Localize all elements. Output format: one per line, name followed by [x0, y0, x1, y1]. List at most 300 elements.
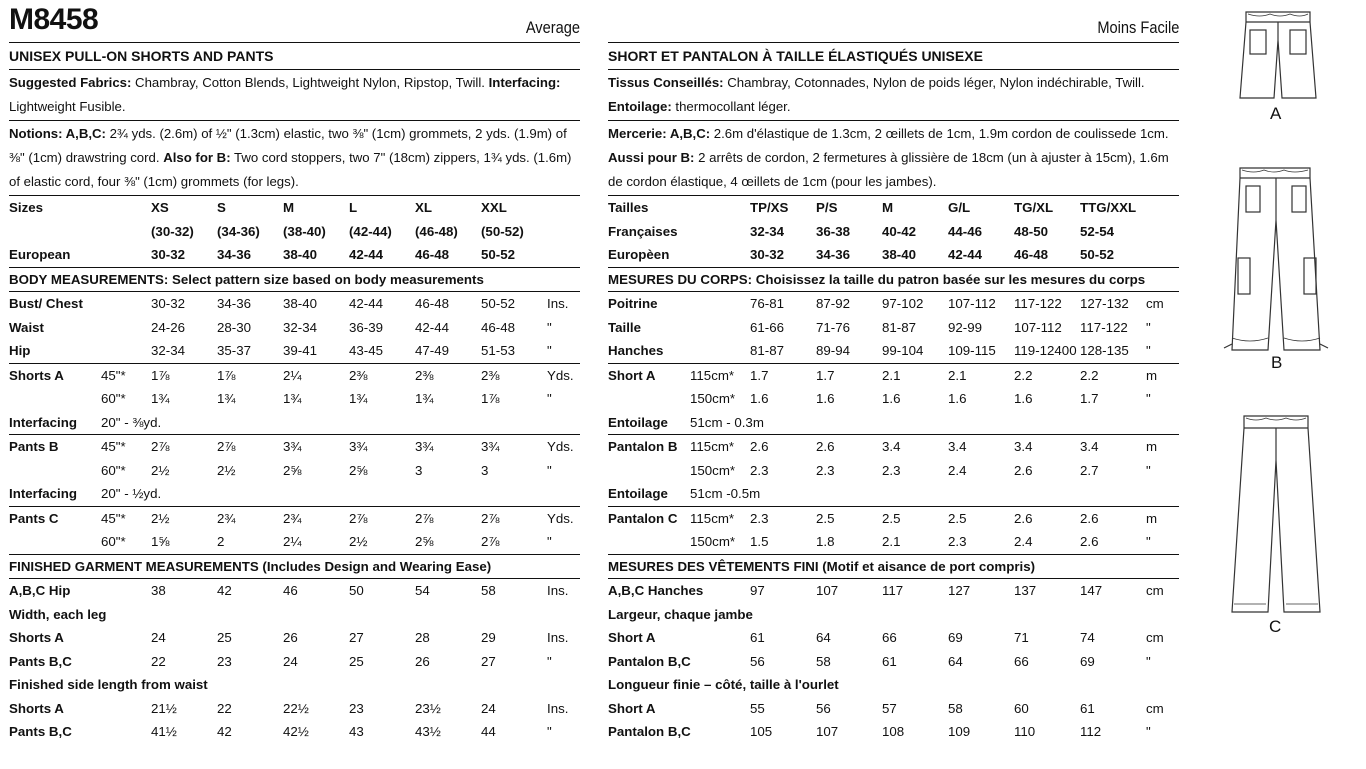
value-cell: 2.3 [750, 510, 769, 526]
row-label: Short A [608, 367, 656, 383]
value-cell: 43 [349, 724, 364, 740]
unit-cell: " [1146, 724, 1151, 740]
value-cell: 1¾ [415, 391, 434, 407]
unit-cell: Ins. [547, 700, 569, 716]
finished-measurements-title: MESURES DES VÊTEMENTS FINI (Motif et aisance de port compris) [608, 554, 1179, 579]
table-row [608, 220, 1179, 244]
table-cell [101, 243, 151, 267]
interfacing-value: 20" - ½yd. [101, 482, 547, 506]
fabrics-label: Tissus Conseillés: [608, 75, 724, 90]
value-cell: 47-49 [415, 339, 481, 363]
size-cell: 52-54 [1080, 223, 1115, 239]
value-cell: 107-112 [948, 296, 996, 312]
unit-cell: " [1146, 319, 1151, 335]
value-cell: 51-53 [481, 339, 547, 363]
table-row [9, 579, 580, 603]
size-cell: 30-32 [750, 243, 816, 267]
table-row [608, 387, 1179, 411]
table-cell [101, 220, 151, 244]
table-row [608, 482, 1179, 506]
fabric-width-cell: 115cm* [690, 367, 735, 383]
fabric-width-cell: 45"* [101, 510, 126, 526]
size-cell: 34-36 [217, 243, 283, 267]
unit-cell: " [547, 462, 552, 478]
interfacing-label: Interfacing [9, 482, 101, 506]
also-b-label: Also for B: [163, 150, 231, 165]
size-cell: 46-48 [415, 243, 481, 267]
value-cell: 27 [349, 630, 364, 646]
value-cell: 55 [750, 700, 765, 716]
finished-measurements-title: FINISHED GARMENT MEASUREMENTS (Includes Design and Wearing Ease) [9, 554, 580, 579]
unit-cell: m [1146, 510, 1158, 526]
table-cell [690, 196, 750, 220]
value-cell: 2¾ [283, 510, 302, 526]
table-cell [1146, 482, 1179, 506]
unit-cell: " [547, 319, 552, 335]
body-measurements-title: MESURES DU CORPS: Choisissez la taille du patron basée sur les mesures du corps [608, 267, 1179, 292]
table-cell [1146, 243, 1179, 267]
value-cell: 2.6 [750, 439, 769, 455]
value-cell: 24 [283, 653, 298, 669]
unit-cell: " [547, 530, 580, 554]
row-label: Waist [9, 319, 44, 335]
table-cell [1146, 411, 1179, 435]
value-cell: 26 [283, 630, 298, 646]
table-row [9, 435, 580, 459]
value-cell: 2.6 [816, 439, 835, 455]
table-row [608, 267, 1179, 292]
value-cell: 3¾ [283, 439, 302, 455]
value-cell: 137 [1014, 583, 1037, 599]
table-row [9, 697, 580, 721]
pattern-code: M8458 [9, 3, 99, 36]
size-cell: L [349, 200, 358, 216]
fabric-width-cell: 150cm* [690, 530, 750, 554]
size-cell: (50-52) [481, 223, 524, 239]
value-cell: 2.3 [882, 462, 901, 478]
value-cell: 46-48 [415, 296, 450, 312]
table-row [9, 363, 580, 387]
size-cell: TP/XS [750, 200, 789, 216]
value-cell: 21½ [151, 700, 177, 716]
table-row [9, 720, 580, 744]
value-cell: 28 [415, 630, 430, 646]
table-row [608, 650, 1179, 674]
value-cell: 3.4 [948, 439, 967, 455]
value-cell: 107 [816, 583, 839, 599]
value-cell: 66 [882, 630, 897, 646]
notions-text: 2.6m d'élastique de 1.3cm, 2 œillets de 1cm, 1.9m cordon de coulissede 1cm. [710, 126, 1169, 141]
size-cell: M [283, 200, 295, 216]
table-cell [1146, 220, 1179, 244]
table-cell [9, 387, 101, 411]
row-label: Pants B [9, 439, 59, 455]
french-column [608, 0, 1179, 744]
table-cell [608, 387, 690, 411]
row-label: Pants B,C [9, 653, 72, 669]
table-cell [101, 339, 151, 363]
value-cell: 32-34 [283, 319, 318, 335]
value-cell: 2½ [217, 462, 236, 478]
table-row [9, 220, 580, 244]
value-cell: 36-39 [349, 319, 384, 335]
size-cell: (30-32) [151, 223, 194, 239]
interfacing-label: Interfacing: [488, 75, 561, 90]
body-measurements-title: BODY MEASUREMENTS: Select pattern size based on body measurements [9, 267, 580, 292]
size-cell: 48-50 [1014, 223, 1049, 239]
value-cell: 30-32 [151, 296, 186, 312]
value-cell: 2¼ [283, 530, 349, 554]
interfacing-value: 51cm - 0.3m [690, 411, 1146, 435]
technical-drawings [1210, 0, 1366, 764]
fabric-width-cell: 60"* [101, 391, 126, 407]
unit-cell: Yds. [547, 439, 574, 455]
value-cell: 112 [1080, 724, 1102, 740]
row-label: Hanches [608, 339, 690, 363]
value-cell: 24-26 [151, 319, 186, 335]
value-cell: 22½ [283, 700, 309, 716]
value-cell: 42-44 [415, 319, 450, 335]
also-b-label: Aussi pour B: [608, 150, 695, 165]
value-cell: 2.6 [1014, 462, 1033, 478]
table-row [9, 530, 580, 554]
size-cell: 30-32 [151, 243, 217, 267]
value-cell: 2.1 [948, 367, 967, 383]
size-cell: 42-44 [948, 243, 1014, 267]
value-cell: 43½ [415, 724, 441, 740]
size-cell: 32-34 [750, 223, 785, 239]
unit-cell: " [547, 391, 552, 407]
measurement-table [9, 196, 580, 744]
value-cell: 2.2 [1080, 367, 1099, 383]
fabrics-paragraph [9, 70, 580, 121]
row-label: Pants B,C [9, 724, 72, 740]
value-cell: 58 [948, 700, 963, 716]
value-cell: 58 [481, 583, 496, 599]
value-cell: 50 [349, 583, 364, 599]
value-cell: 3 [415, 462, 423, 478]
row-label: Short A [608, 700, 656, 716]
value-cell: 2.1 [882, 530, 948, 554]
row-label: Short A [608, 630, 656, 646]
table-row [608, 435, 1179, 459]
difficulty-level: Moins Facile [1096, 18, 1179, 37]
value-cell: 2½ [151, 462, 170, 478]
size-cell: 50-52 [481, 243, 547, 267]
value-cell: 32-34 [151, 339, 217, 363]
table-cell [690, 292, 750, 316]
value-cell: 2½ [151, 510, 170, 526]
table-cell [1146, 196, 1179, 220]
table-cell [547, 411, 580, 435]
table-row [608, 459, 1179, 483]
notions-paragraph [9, 121, 580, 196]
table-row [608, 411, 1179, 435]
value-cell: 29 [481, 630, 496, 646]
fabrics-paragraph [608, 70, 1179, 121]
european-label: Europèen [608, 243, 690, 267]
value-cell: 89-94 [816, 339, 882, 363]
row-label: Pantalon B,C [608, 724, 691, 740]
view-label-c: C [1269, 617, 1282, 636]
unit-cell: Ins. [547, 296, 569, 312]
row-label: Hip [9, 339, 101, 363]
value-cell: 81-87 [750, 339, 816, 363]
table-row [608, 697, 1179, 721]
value-cell: 61 [750, 630, 765, 646]
value-cell: 58 [816, 653, 831, 669]
size-cell: XS [151, 200, 169, 216]
value-cell: 28-30 [217, 319, 252, 335]
table-cell [101, 292, 151, 316]
table-row [608, 673, 1179, 697]
size-cell: P/S [816, 200, 838, 216]
value-cell: 1.7 [816, 367, 835, 383]
table-row [608, 316, 1179, 340]
value-cell: 2⅜ [415, 367, 434, 383]
table-row [608, 292, 1179, 316]
table-row [608, 506, 1179, 530]
size-cell: XL [415, 200, 432, 216]
value-cell: 2⅞ [217, 439, 236, 455]
value-cell: 2.5 [882, 510, 901, 526]
value-cell: 1.5 [750, 530, 816, 554]
value-cell: 76-81 [750, 296, 785, 312]
table-cell [101, 196, 151, 220]
value-cell: 3.4 [1080, 439, 1099, 455]
interfacing-label: Entoilage [608, 411, 690, 435]
value-cell: 3 [481, 462, 489, 478]
view-c-pants-drawing [1232, 416, 1320, 612]
value-cell: 1.7 [1080, 391, 1099, 407]
row-label: Shorts A [9, 700, 64, 716]
table-row [608, 554, 1179, 579]
value-cell: 2⅝ [415, 530, 481, 554]
value-cell: 2¼ [283, 367, 302, 383]
size-cell: G/L [948, 200, 971, 216]
table-row [9, 316, 580, 340]
value-cell: 2⅜ [349, 367, 368, 383]
fabrics-text: Chambray, Cotonnades, Nylon de poids léger, Nylon indéchirable, Twill. [723, 75, 1145, 90]
value-cell: 35-37 [217, 339, 283, 363]
fabrics-label: Suggested Fabrics: [9, 75, 132, 90]
size-cell: 34-36 [816, 243, 882, 267]
value-cell: 1.7 [750, 367, 769, 383]
table-row [608, 579, 1179, 603]
value-cell: 2.1 [882, 367, 901, 383]
row-label: Pants C [9, 510, 59, 526]
measurement-table [608, 196, 1179, 744]
value-cell: 39-41 [283, 339, 349, 363]
value-cell: 22 [217, 700, 232, 716]
unit-cell: Ins. [547, 630, 569, 646]
value-cell: 42 [217, 583, 232, 599]
width-label: Largeur, chaque jambe [608, 606, 753, 622]
value-cell: 46-48 [481, 319, 516, 335]
width-label: Width, each leg [9, 606, 107, 622]
value-cell: 1⅞ [217, 367, 236, 383]
value-cell: 2.3 [816, 462, 835, 478]
value-cell: 61-66 [750, 319, 785, 335]
value-cell: 128-135 [1080, 339, 1146, 363]
size-cell: (38-40) [283, 223, 326, 239]
row-label: Bust/ Chest [9, 296, 83, 312]
value-cell: 117-122 [1080, 319, 1128, 335]
unit-cell: Yds. [547, 367, 574, 383]
value-cell: 2.7 [1080, 462, 1099, 478]
row-label: Shorts A [9, 367, 64, 383]
table-row [608, 603, 1179, 627]
fabric-width-cell: 115cm* [690, 439, 735, 455]
notions-paragraph [608, 121, 1179, 196]
value-cell: 110 [1014, 724, 1036, 740]
also-b-text: Two cord stoppers, two 7" (18cm) zippers, 1¾ yds. (1.6m) of elastic cord, four ⅜" (1cm) grommets (for legs). [9, 150, 572, 189]
value-cell: 71-76 [816, 319, 851, 335]
value-cell: 1⅞ [481, 391, 500, 407]
interfacing-label: Entoilage: [608, 99, 672, 114]
value-cell: 108 [882, 724, 905, 740]
value-cell: 64 [948, 653, 963, 669]
value-cell: 2½ [349, 530, 415, 554]
table-cell [690, 220, 750, 244]
table-row [608, 196, 1179, 220]
value-cell: 2.5 [948, 510, 967, 526]
unit-cell: cm [1146, 583, 1164, 599]
value-cell: 127 [948, 583, 971, 599]
view-label-b: B [1271, 353, 1283, 372]
value-cell: 2⅞ [349, 510, 368, 526]
table-cell [547, 220, 580, 244]
value-cell: 81-87 [882, 319, 917, 335]
table-cell [9, 220, 101, 244]
value-cell: 38 [151, 583, 166, 599]
table-row [9, 650, 580, 674]
pattern-title: UNISEX PULL-ON SHORTS AND PANTS [9, 43, 580, 70]
row-label: A,B,C Hip [9, 583, 71, 599]
value-cell: 3.4 [882, 439, 901, 455]
interfacing-label: Entoilage [608, 482, 690, 506]
value-cell: 54 [415, 583, 430, 599]
view-label-a: A [1270, 104, 1282, 123]
value-cell: 117 [882, 583, 904, 599]
size-cell: 44-46 [948, 223, 983, 239]
english-column [9, 0, 580, 744]
fabric-width-cell: 150cm* [690, 391, 736, 407]
value-cell: 3¾ [415, 439, 434, 455]
value-cell: 2.3 [750, 462, 769, 478]
row-label: Taille [608, 319, 642, 335]
value-cell: 117-122 [1014, 296, 1062, 312]
unit-cell: " [547, 724, 552, 740]
table-row [9, 603, 580, 627]
value-cell: 50-52 [481, 296, 516, 312]
sizes-label: Tailles [608, 200, 649, 216]
value-cell: 2.6 [1080, 510, 1099, 526]
value-cell: 2¾ [217, 510, 236, 526]
value-cell: 2.3 [948, 530, 1014, 554]
value-cell: 23 [349, 700, 364, 716]
pattern-title: SHORT ET PANTALON À TAILLE ÉLASTIQUÉS UNISEXE [608, 43, 1179, 70]
table-row [9, 243, 580, 267]
also-b-text: 2 arrêts de cordon, 2 fermetures à glissière de 18cm (un à ajuster à 15cm), 1.6m de cordon élastique, 4 œillets de 1cm (pour les jambes). [608, 150, 1169, 189]
view-b-pants-drawing [1224, 168, 1328, 350]
table-row [9, 411, 580, 435]
sizes-label: Sizes [9, 200, 44, 216]
value-cell: 1.6 [948, 391, 967, 407]
value-cell: 105 [750, 724, 773, 740]
unit-cell: " [1146, 653, 1151, 669]
value-cell: 97-102 [882, 296, 924, 312]
header [9, 0, 580, 43]
length-label: Finished side length from waist [9, 677, 208, 693]
fabric-width-cell: 45"* [101, 439, 126, 455]
value-cell: 74 [1080, 630, 1095, 646]
size-cell: 50-52 [1080, 243, 1146, 267]
row-label: Pantalon B [608, 439, 678, 455]
table-row [9, 387, 580, 411]
value-cell: 41½ [151, 724, 177, 740]
value-cell: 1¾ [283, 391, 302, 407]
table-cell [9, 459, 101, 483]
table-row [9, 482, 580, 506]
value-cell: 109-115 [948, 339, 1014, 363]
table-row [9, 459, 580, 483]
value-cell: 127-132 [1080, 296, 1129, 312]
value-cell: 1¾ [217, 391, 236, 407]
row-label: Pantalon C [608, 510, 678, 526]
value-cell: 23 [217, 653, 232, 669]
row-label: A,B,C Hanches [608, 583, 704, 599]
table-row [9, 673, 580, 697]
value-cell: 1¾ [151, 391, 170, 407]
value-cell: 71 [1014, 630, 1029, 646]
unit-cell: cm [1146, 630, 1164, 646]
value-cell: 2.5 [816, 510, 835, 526]
table-cell [690, 316, 750, 340]
value-cell: 2⅞ [415, 510, 434, 526]
value-cell: 43-45 [349, 339, 415, 363]
table-row [608, 626, 1179, 650]
francaises-label: Françaises [608, 223, 678, 239]
unit-cell: " [1146, 391, 1151, 407]
table-row [608, 243, 1179, 267]
notions-label: Mercerie: A,B,C: [608, 126, 711, 141]
table-row [608, 720, 1179, 744]
value-cell: 27 [481, 653, 496, 669]
value-cell: 42-44 [349, 296, 384, 312]
value-cell: 69 [948, 630, 963, 646]
size-cell: 46-48 [1014, 243, 1080, 267]
unit-cell: Yds. [547, 510, 574, 526]
value-cell: 60 [1014, 700, 1029, 716]
fabric-width-cell: 150cm* [690, 462, 736, 478]
table-cell [690, 243, 750, 267]
table-cell [608, 530, 690, 554]
value-cell: 56 [816, 700, 831, 716]
value-cell: 2⅞ [151, 439, 170, 455]
size-cell: S [217, 200, 226, 216]
size-cell: TG/XL [1014, 200, 1054, 216]
interfacing-label: Interfacing [9, 411, 101, 435]
value-cell: 1.6 [750, 391, 769, 407]
value-cell: 97 [750, 583, 765, 599]
value-cell: 42½ [283, 724, 309, 740]
unit-cell: Ins. [547, 583, 569, 599]
size-cell: XXL [481, 200, 507, 216]
value-cell: 1.6 [816, 391, 835, 407]
fabric-width-cell: 45"* [101, 367, 126, 383]
fabric-width-cell: 115cm* [690, 510, 735, 526]
